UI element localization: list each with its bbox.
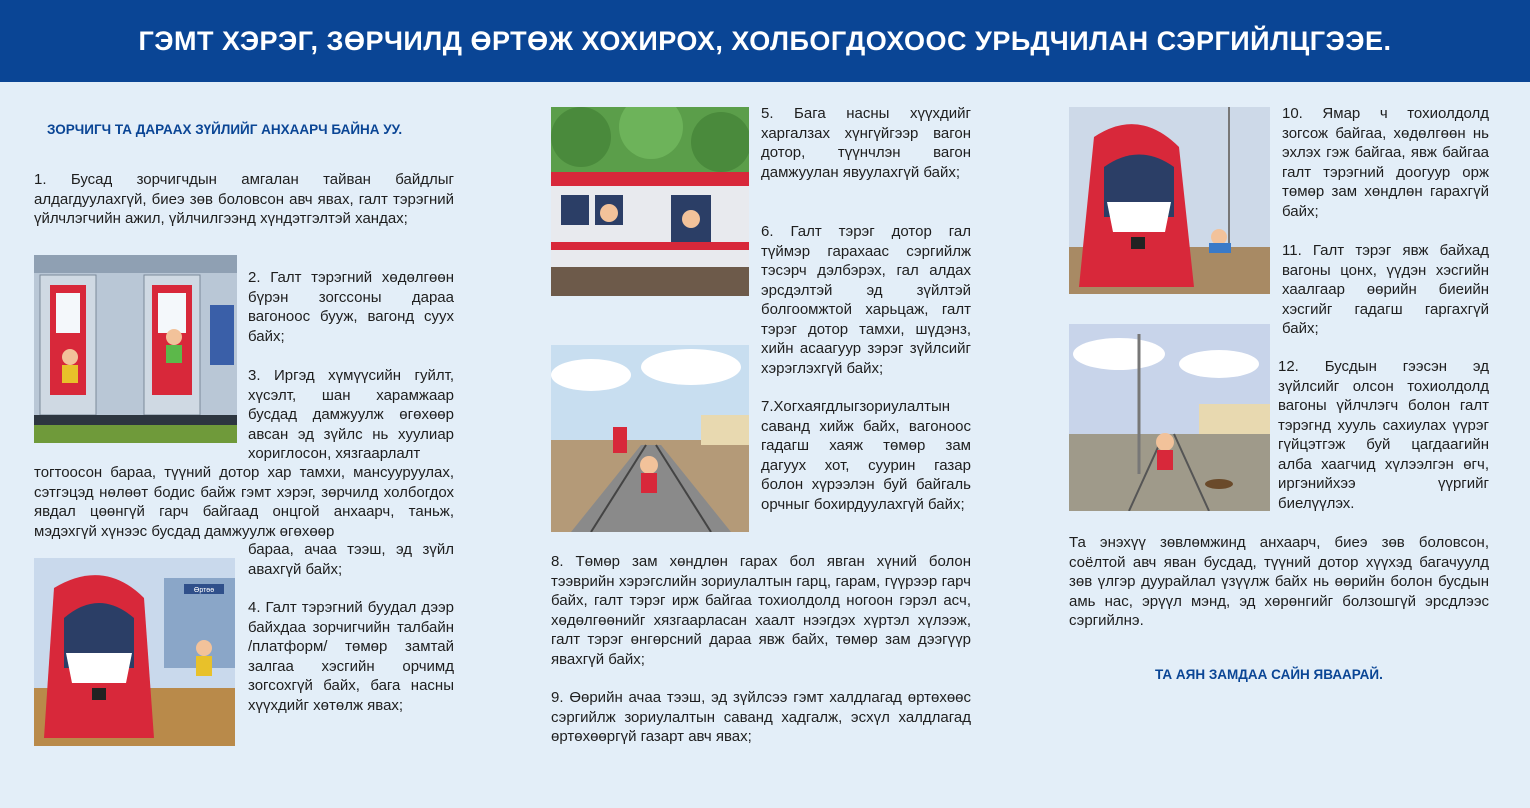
illustration-train-platform [34,558,235,746]
illustration-tracks-running [551,345,749,532]
conclusion-text: Та энэхүү зөвлөмжинд анхаарч, биеэ зөв боловсон, соёлтой авч яван бусдад, түүний дотор хүүхэд багачуулд зөв үлгэр дуурайлал үзүүлж байх нь өөрийн болон бусдын амь нас, эрүүл мэнд, эд хөрөнгийг болзошгүй эрсдлээс сэргийлнэ. [1069,534,1489,629]
page-title: ГЭМТ ХЭРЭГ, ЗӨРЧИЛД ӨРТӨЖ ХОХИРОХ, ХОЛБОГДОХООС УРЬДЧИЛАН СЭРГИЙЛЦГЭЭЕ. [138,25,1392,56]
illustration-found-item [1069,324,1270,511]
rule-item-3c: бараа, ачаа тээш, эд зүйл авахгүй байх; [248,541,454,578]
page-header [0,0,1530,82]
rule-item-5: 5. Бага насны хүүхдийг харгалзах хүнгүйгээр вагон дотор, түүнчлэн вагон дамжуулан явуулахгүй байх; [761,105,971,181]
illustration-train-doors [34,255,237,443]
illustration-train-under [1069,107,1270,294]
rule-item-10: 10. Ямар ч тохиолдолд зогсож байгаа, хөдөлгөөн нь эхлэх гэж байгаа, явж байгаа галт тэрэгний доогуур орж төмөр зам хөндлөн гарахгүй байх; [1282,105,1489,220]
rule-item-11: 11. Галт тэрэг явж байхад вагоны цонх, үүдэн хэсгийн хаалгаар өөрийн биеийн хэсгийг гадагш гаргахгүй байх; [1282,242,1489,337]
rule-item-9: 9. Өөрийн ачаа тээш, эд зүйлсээ гэмт халдлагад өртөхөөс сэргийлж зориулалтын саванд хадгалж, эсхүл халдлагад өртөхөөргүй газарт авч явах; [551,689,971,745]
rule-item-6: 6. Галт тэрэг дотор гал түймэр гарахаас сэргийлж тэсэрч дэлбэрэх, гал алдах эрсдэлтэй эд зүйлтэй болгоомжтой харьцаж, галт тэрэг дотор тамхи, шүдэнз, хийн асаагуур зэрэг зүйлсийг хэрэглэхгүй байх; [761,223,971,377]
rule-item-3a: 3. Иргэд хүмүүсийн гуйлт, хүсэлт, шан харамжаар бусдад дамжуулж өгөхөөр авсан эд зүйлс нь хуулиар хориглосон, хязгаарлалт [248,367,454,462]
rule-item-12: 12. Бусдын гээсэн эд зүйлсийг олсон тохиолдолд вагоны үйлчлэгч болон галт тэрэгнд хууль сахиулах үүрэг гүйцэтгэж буй цагдаагийн алба хаагчид хүлээлгэн өгч, иргэнийхээ үүргийг биелүүлэх. [1278,358,1489,512]
rule-item-1: 1. Бусад зорчигчдын амгалан тайван байдлыг алдагдуулахгүй, биеэ зөв боловсон авч явах, галт тэрэгний үйлчлэгчийн ажил, үйлчилгээнд хүндэтгэлтэй хандах; [34,171,454,227]
rule-item-8: 8. Төмөр зам хөндлөн гарах бол явган хүний болон тээврийн хэрэгслийн зориулалтын гарц, гарам, гүүрээр гарч байх, галт тэрэг ирж байгаа тохиолдолд ногоон гэрэл асч, хөдөлгөөнийг хязгаарласан хаалт нээгдэх хүртэл хүлээж, галт тэрэг өнгөрсний дараа явж байх, төмөр зам дээгүүр явахгүй байх; [551,553,971,668]
illustration-train-window [551,107,749,296]
rule-item-4: 4. Галт тэрэгний буудал дээр байхдаа зорчигчийн талбайн /платформ/ төмөр замтай залгаа хэсгийн орчимд зогсохгүй байх, бага насны хүүхдийг хөтөлж явах; [248,599,454,714]
station-sign: Өртөө [193,587,215,594]
section-subheading: ЗОРЧИГЧ ТА ДАРААХ ЗҮЙЛИЙГ АНХААРЧ БАЙНА УУ. [47,122,403,137]
rule-item-3b: тогтоосон бараа, түүний дотор хар тамхи, мансууруулах, сэтгэцэд нөлөөт бодис байж гэмт хэрэг, зөрчилд холбогдох явдал цөөнгүй гарч байгаад онцгой анхаарч, таньж, мэдэхгүй хүнээс бусдад дамжуулж өгөхөөр [34,464,454,540]
rule-item-2: 2. Галт тэрэгний хөдөлгөөн бүрэн зогссоны дараа вагоноос бууж, вагонд суух байх; [248,269,454,345]
closing-message: ТА АЯН ЗАМДАА САЙН ЯВААРАЙ. [1155,667,1383,682]
rule-item-7: 7.Хогхаягдлыгзориулалтын саванд хийж байх, вагоноос гадагш хаяж төмөр зам дагуух хот, суурин газар болон хүрээлэн буй байгаль орчныг бохирдуулахгүй байх; [761,398,971,513]
